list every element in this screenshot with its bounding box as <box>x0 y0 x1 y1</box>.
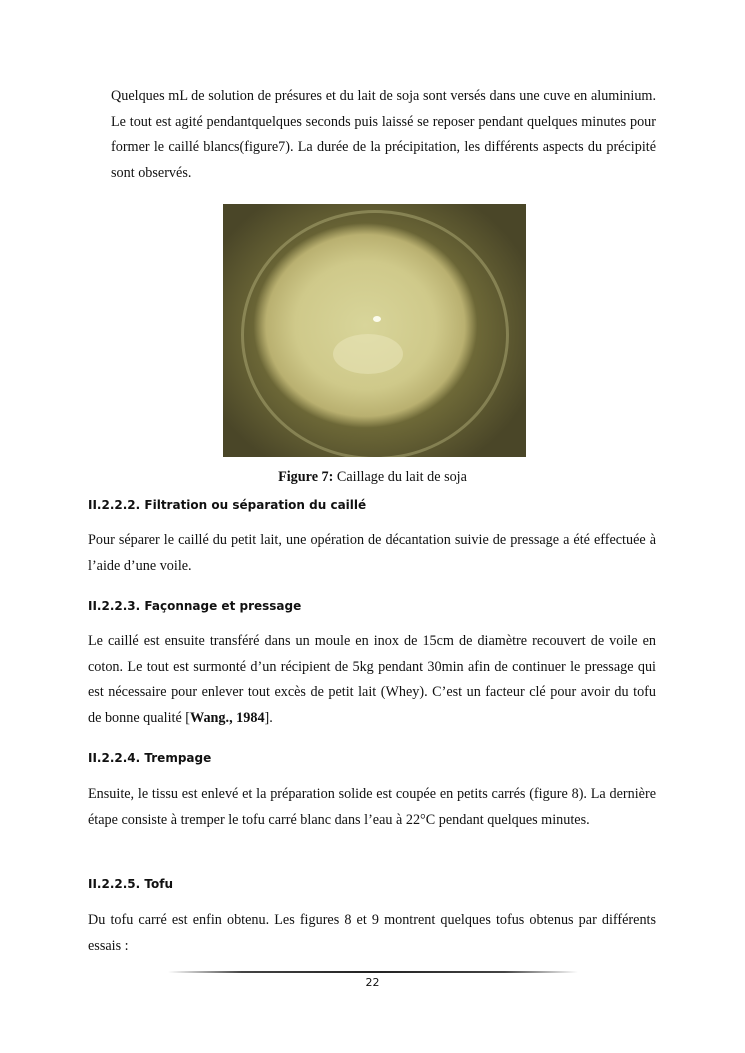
section-body-tofu: Du tofu carré est enfin obtenu. Les figures 8 et 9 montrent quelques tofus obtenus par différents essais : <box>88 912 656 954</box>
figure-label: Figure 7: <box>278 469 334 485</box>
citation: Wang., 1984 <box>190 709 265 726</box>
faconnage-text-end: ]. <box>264 709 273 726</box>
intro-paragraph: Quelques mL de solution de présures et du lait de soja sont versés dans une cuve en aluminium. Le tout est agité pendantquelques seconds puis laissé se reposer pendant quelques minutes pour former le caillé blancs(figure7). La durée de la précipitation, les différents aspects du précipité sont observés. <box>111 88 656 181</box>
page-number: 22 <box>365 976 380 989</box>
footer-divider <box>168 971 578 973</box>
curd-foam <box>333 334 403 374</box>
faconnage-text-start: Le caillé est ensuite transféré dans un moule en inox de 15cm de diamètre recouvert de voile en coton. Le tout est surmonté d’un récipient de 5kg pendant 30min afin de continuer le pressage qui est nécessaire pour enlever tout excès de petit lait (Whey). C’est un facteur clé pour avoir du tofu de bonne qualité [ <box>88 633 656 726</box>
light-reflection <box>373 316 381 322</box>
section-heading-tofu: II.2.2.5. Tofu <box>88 877 173 891</box>
section-body-trempage: Ensuite, le tissu est enlevé et la préparation solide est coupée en petits carrés (figure 8). La dernière étape consiste à tremper le tofu carré blanc dans l’eau à 22°C pendant quelques minutes. <box>88 786 656 828</box>
figure-caption <box>0 468 745 486</box>
figure-caption-text: Caillage du lait de soja <box>333 469 467 485</box>
section-heading-trempage: II.2.2.4. Trempage <box>88 751 212 765</box>
section-heading-filtration: II.2.2.2. Filtration ou séparation du caillé <box>88 498 367 512</box>
section-heading-faconnage: II.2.2.3. Façonnage et pressage <box>88 599 302 613</box>
soy-milk-curdling-photo <box>223 204 526 457</box>
section-body-filtration: Pour séparer le caillé du petit lait, une opération de décantation suivie de pressage a été effectuée à l’aide d’une voile. <box>88 532 656 574</box>
section-body-faconnage <box>88 629 656 731</box>
